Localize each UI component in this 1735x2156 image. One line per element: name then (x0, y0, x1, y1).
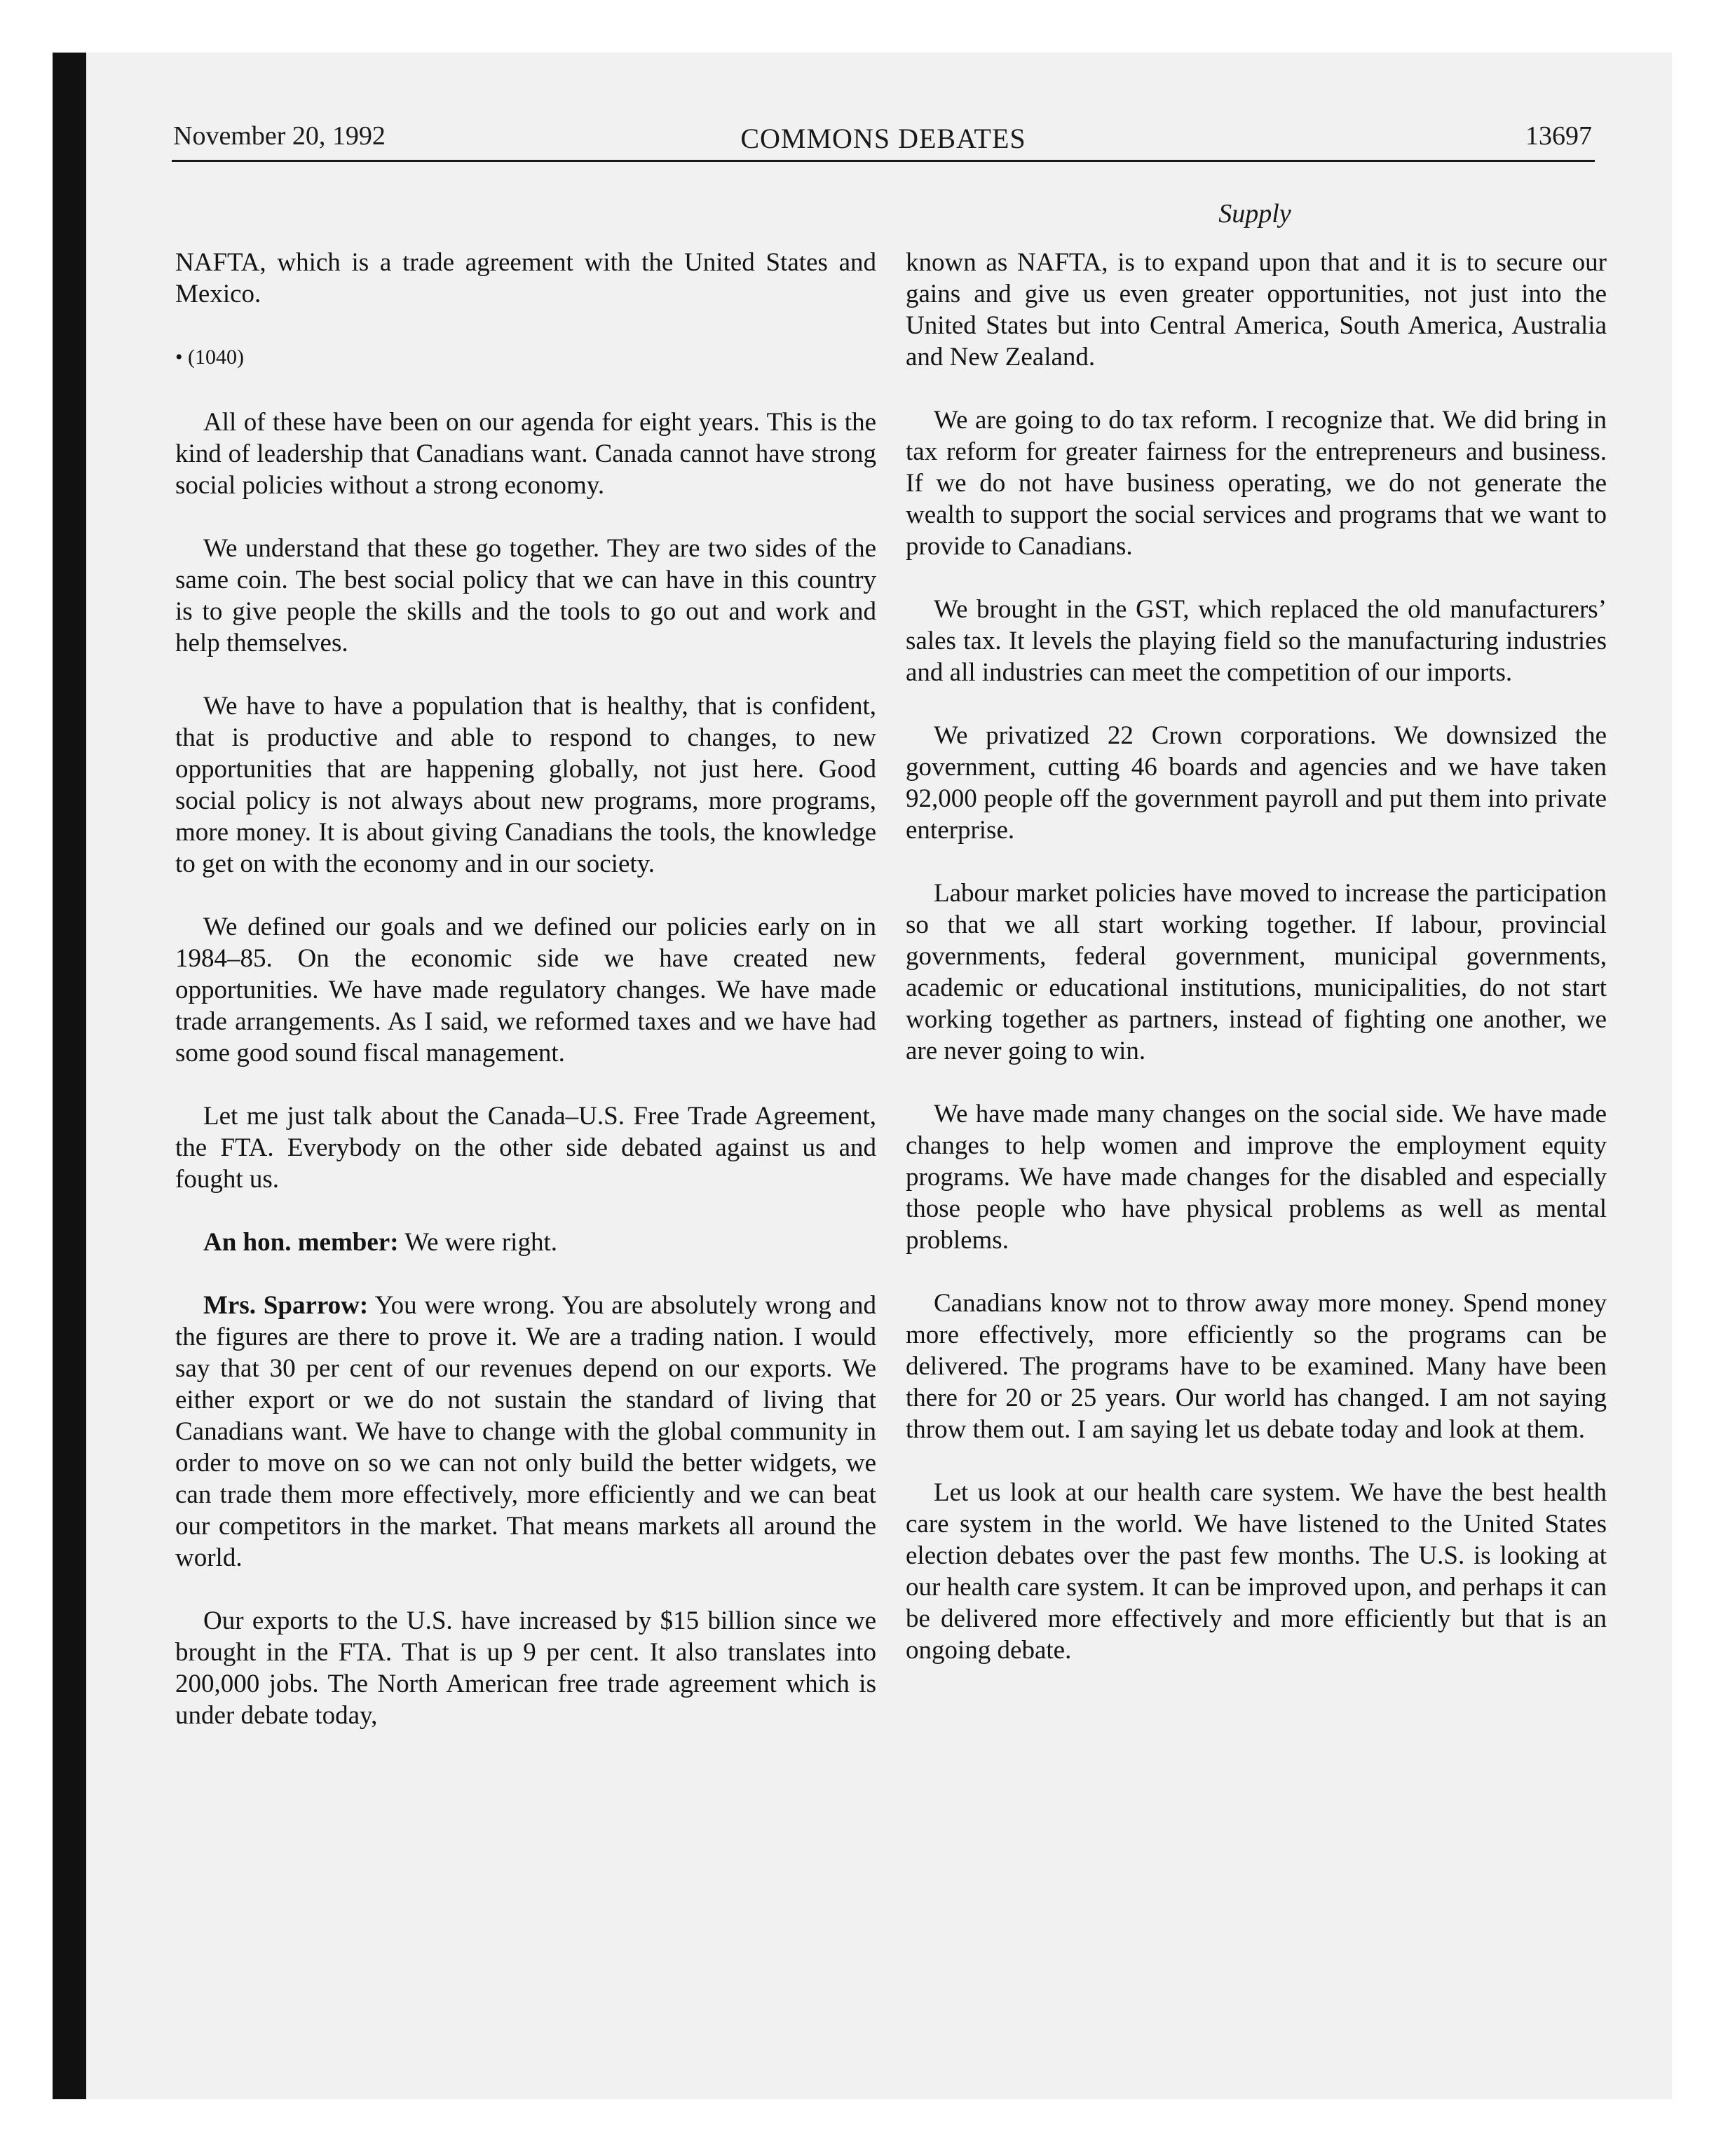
left-paragraph-5: We defined our goals and we defined our policies early on in 1984–85. On the economic side we have created new opportunities. We have made regulatory changes. We have made trade arrangements. As I said, we reformed taxes and we have had some good sound fiscal management. (175, 913, 876, 1067)
scan-border (53, 53, 86, 2099)
right-paragraph-2: We are going to do tax reform. I recognize that. We did bring in tax reform for greater fairness for the entrepreneurs and business. If we do not have business operating, we do not generate the wealth to support the social services and programs that we want to provide to Canadians. (906, 406, 1607, 561)
left-paragraph-1: NAFTA, which is a trade agreement with the United States and Mexico. (175, 248, 876, 308)
left-paragraph-4: We have to have a population that is healthy, that is confident, that is productive and able to respond to changes, to new opportunities that are happening globally, not just here. Good social policy is not always about new programs, more programs, more money. It is about giving Canadians the tools, the knowledge to get on with the economy and in our society. (175, 692, 876, 878)
interjection-paragraph (175, 1227, 876, 1258)
left-paragraph-3: We understand that these go together. They are two sides of the same coin. The best social policy that we can have in this country is to give people the skills and the tools to go out and work and help themselves. (175, 534, 876, 657)
right-paragraph-1: known as NAFTA, is to expand upon that and it is to secure our gains and give us even greater opportunities, not just into the United States but into Central America, South America, Australia and New Zealand. (906, 248, 1607, 371)
left-column (175, 247, 876, 1763)
right-column (906, 247, 1607, 1698)
right-paragraph-4: We privatized 22 Crown corporations. We downsized the government, cutting 46 boards and agencies and we have taken 92,000 people off the government payroll and put them into private enterprise. (906, 721, 1607, 845)
left-paragraph-9: Our exports to the U.S. have increased by $15 billion since we brought in the FTA. That is up 9 per cent. It also translates into 200,000 jobs. The North American free trade agreement which is under debate today, (175, 1606, 876, 1730)
header-date: November 20, 1992 (173, 121, 386, 151)
right-paragraph-5: Labour market policies have moved to increase the participation so that we all start working together. If labour, provincial governments, federal government, municipal governments, academic or educational institutions, municipalities, do not start working together as partners, instead of fighting one another, we are never going to win. (906, 879, 1607, 1065)
sparrow-text: You were wrong. You are absolutely wrong and the figures are there to prove it. We are a trading nation. I would say that 30 per cent of our revenues depend on our exports. We either export or we do not sustain the standard of living that Canadians want. We have to change with the global community in order to move on so we can not only build the better widgets, we can trade them more effectively, more efficiently and we can beat our competitors in the market. That means markets all around the world. (175, 1291, 876, 1572)
time-marker: • (1040) (175, 346, 244, 369)
header-title: COMMONS DEBATES (740, 123, 1026, 154)
header-page-number: 13697 (1525, 121, 1592, 151)
right-paragraph-3: We brought in the GST, which replaced the old manufacturers’ sales tax. It levels the playing field so the manufacturing industries and all industries can meet the competition of our imports. (906, 595, 1607, 687)
right-paragraph-6: We have made many changes on the social side. We have made changes to help women and improve the employment equity programs. We have made changes for the disabled and especially those people who have physical problems as well as mental problems. (906, 1100, 1607, 1255)
section-label: Supply (1218, 199, 1291, 228)
page-header (172, 121, 1595, 162)
speaker-mrs-sparrow: Mrs. Sparrow: (203, 1291, 369, 1320)
interjection-text: We were right. (398, 1228, 557, 1257)
right-paragraph-7: Canadians know not to throw away more money. Spend money more effectively, more efficiently so the programs can be delivered. The programs have to be examined. Many have been there for 20 or 25 years. Our world has changed. I am not saying throw them out. I am saying let us debate today and look at them. (906, 1289, 1607, 1444)
left-paragraph-2: All of these have been on our agenda for eight years. This is the kind of leadership that Canadians want. Canada cannot have strong social policies without a strong economy. (175, 408, 876, 500)
sparrow-paragraph (175, 1290, 876, 1574)
right-paragraph-8: Let us look at our health care system. We have the best health care system in the world. We have listened to the United States election debates over the past few months. The U.S. is looking at our health care system. It can be improved upon, and perhaps it can be delivered more effectively and more efficiently but that is an ongoing debate. (906, 1478, 1607, 1665)
speaker-hon-member: An hon. member: (203, 1228, 399, 1257)
left-paragraph-6: Let me just talk about the Canada–U.S. Free Trade Agreement, the FTA. Everybody on the other side debated against us and fought us. (175, 1102, 876, 1194)
